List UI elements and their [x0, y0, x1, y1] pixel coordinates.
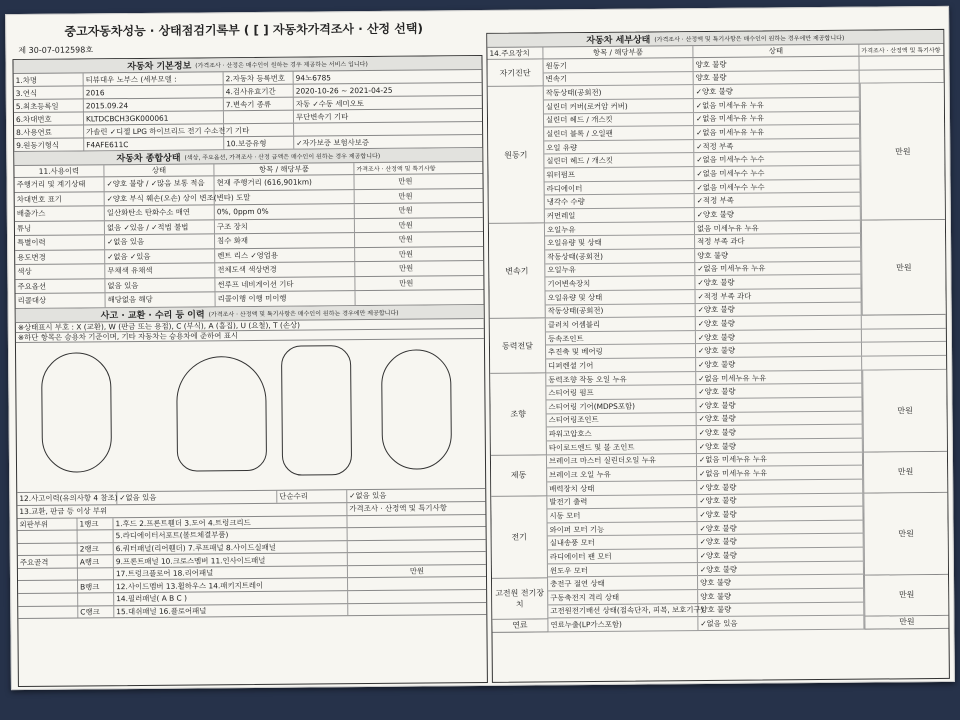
general-cell: 튜닝: [15, 221, 105, 235]
detail-item: 배력장치 상태: [547, 481, 697, 495]
detail-status[interactable]: ✓양호 불량: [697, 493, 863, 507]
detail-status[interactable]: ✓없음 미세누유 누유: [697, 452, 863, 466]
detail-item: 고전원전기배선 상태(접속단자, 피복, 보호기구): [548, 604, 698, 618]
basic-cell[interactable]: 2020-10-26 ~ 2021-04-25: [295, 85, 393, 96]
basic-cell[interactable]: 94노6785: [295, 72, 332, 83]
detail-item: 타이로드엔드 및 볼 조인트: [547, 440, 697, 454]
basic-cell: 10.보증유형: [224, 137, 294, 150]
rank-level: C랭크: [78, 606, 114, 618]
detail-price[interactable]: [860, 70, 944, 83]
detail-group-label: 고전원 전기장치: [492, 578, 548, 619]
basic-cell: 7.변속기 종류: [224, 98, 294, 111]
inspection-record-paper: [5, 6, 955, 690]
detail-item: 오일유량 및 상태: [545, 235, 695, 249]
detail-status[interactable]: ✓양호 불량: [696, 343, 862, 357]
rank-parts[interactable]: 6.쿼터패널(리어휀더) 7.루프패널 8.사이드실패널: [114, 541, 348, 555]
rank-parts[interactable]: 9.프론트패널 10.크로스멤버 11.인사이드패널: [114, 553, 348, 567]
rank-group: [18, 606, 78, 618]
general-cell[interactable]: ✓없음 있음: [105, 234, 215, 248]
rank-level: B랭크: [78, 581, 114, 593]
rank-level: [78, 568, 114, 580]
detail-item: 스티어링조인트: [547, 413, 697, 427]
general-cell[interactable]: 현재 주행거리 (616,901km): [214, 175, 354, 190]
detail-item: 워터펌프: [544, 167, 694, 181]
general-price-cell[interactable]: 만원: [399, 278, 414, 288]
car-top-outline: [176, 355, 267, 471]
detail-status[interactable]: 양호 불량: [694, 70, 860, 84]
detail-group-price[interactable]: 만원: [862, 370, 947, 453]
general-cell: 차대번호 표기: [15, 192, 105, 206]
general-price-cell[interactable]: 만원: [398, 205, 413, 215]
detail-price[interactable]: [862, 342, 946, 355]
detail-status[interactable]: ✓양호 불량: [698, 520, 864, 534]
detail-status[interactable]: ✓없음 미세누유 누유: [694, 125, 860, 139]
detail-item: 실린더 블록 / 오일팬: [544, 126, 694, 140]
detail-item: 오일누유: [545, 222, 695, 236]
detail-item: 시동 모터: [547, 508, 697, 522]
detail-group-price[interactable]: 만원: [864, 616, 948, 630]
general-price-cell[interactable]: 만원: [398, 220, 413, 230]
detail-group-label: 변속기: [489, 223, 546, 319]
detail-item: 기어변속장치: [545, 276, 695, 290]
basic-cell[interactable]: 2016: [84, 85, 224, 98]
basic-cell: 6.차대번호: [14, 112, 84, 125]
detail-status[interactable]: ✓없음 미세누수 누수: [695, 179, 861, 193]
detail-price[interactable]: [859, 56, 943, 69]
car-diagram: [16, 338, 485, 492]
detail-item: 클러치 어셈블리: [546, 317, 696, 331]
detail-status[interactable]: ✓양호 불량: [696, 316, 862, 330]
detail-group-price[interactable]: 만원: [863, 452, 947, 494]
detail-status[interactable]: 없음 미세누유 누유: [695, 220, 861, 234]
rank-level: [78, 530, 114, 542]
detail-item: 작동상태(공회전): [544, 85, 694, 99]
detail-status[interactable]: ✓양호 불량: [695, 207, 861, 221]
left-column: [12, 55, 487, 687]
rank-parts[interactable]: 1.후드 2.프론트휀더 3.도어 4.트렁크리드: [113, 516, 347, 530]
rank-group: 외판부위: [17, 518, 77, 530]
general-header-cell: 항목 / 해당부품: [214, 163, 354, 175]
basic-cell[interactable]: ✓자가보증 보험사보증: [296, 137, 370, 148]
detail-item: 오일유량 및 상태: [546, 290, 696, 304]
general-cell: 리콜대상: [16, 293, 106, 307]
detail-group-label: 원동기: [488, 87, 545, 224]
general-price-cell[interactable]: 만원: [398, 176, 413, 186]
detail-status[interactable]: ✓적정 부족: [695, 193, 861, 207]
general-cell[interactable]: 구조 장치: [215, 219, 355, 234]
rank-parts[interactable]: 14.필러패널( A B C ): [114, 591, 348, 605]
detail-item: 윈도우 모터: [548, 563, 698, 577]
detail-item: 스티어링 펌프: [546, 385, 696, 399]
detail-status[interactable]: ✓양호 불량: [697, 480, 863, 494]
rank-level: [78, 593, 114, 605]
detail-item: 충전구 절연 상태: [548, 576, 698, 590]
detail-group-label: 동력전달: [490, 319, 546, 374]
basic-cell[interactable]: KLTDCBCH3GK000061: [84, 111, 224, 124]
general-cell[interactable]: 썬루프 네비게이션 기타: [215, 277, 355, 292]
detail-status[interactable]: ✓양호 불량: [698, 548, 864, 562]
simple-repair-label: 단순수리: [277, 490, 347, 503]
detail-item: 브레이크 오일 누유: [547, 467, 697, 481]
accident-history-label: 12.사고이력(유의사항 4 참조): [17, 492, 117, 505]
general-price-cell[interactable]: [355, 291, 415, 305]
detail-item: 와이퍼 모터 기능: [548, 522, 698, 536]
general-cell: 용도변경: [15, 250, 105, 264]
general-cell[interactable]: ✓양호 부식 훼손(오손) 상이 변조(변타) 도말: [105, 191, 215, 205]
general-cell: 특별이력: [15, 235, 105, 249]
basic-cell: 2.자동차 등록번호: [224, 72, 294, 85]
detail-item: 원동기: [543, 58, 693, 72]
general-cell[interactable]: 리콜이행 이행 미이행: [216, 291, 356, 306]
rank-group: [18, 531, 78, 543]
basic-cell[interactable]: 자동 ✓수동 세미오토: [295, 98, 364, 109]
basic-cell: 3.연식: [14, 86, 84, 99]
rank-parts[interactable]: 5.라디에이터서포트(볼트체결부품): [114, 528, 348, 542]
general-header-cell: 11.사용이력: [14, 165, 104, 177]
detail-status[interactable]: ✓양호 불량: [696, 302, 862, 316]
detail-status[interactable]: ✓양호 불량: [697, 425, 863, 439]
car-frame-outline: [281, 345, 352, 476]
detail-item: 실린더 커버(로커암 커버): [544, 99, 694, 113]
detail-item: 구동축전지 격리 상태: [548, 590, 698, 604]
rank-level: 1랭크: [77, 518, 113, 530]
detail-item: 파워고압호스: [547, 426, 697, 440]
document-number: 제 30-07-012598호: [18, 45, 94, 56]
exchange-parts-label: 13.교환, 판금 등 이상 부위: [17, 503, 347, 518]
general-price-cell[interactable]: 만원: [398, 191, 413, 201]
detail-header-item: 항목 / 해당부품: [543, 46, 693, 58]
detail-item: 디퍼렌셜 기어: [546, 358, 696, 372]
detail-status[interactable]: ✓양호 불량: [696, 398, 862, 412]
general-cell[interactable]: 전체도색 색상변경: [215, 262, 355, 277]
detail-section-header: 자동차 세부상태 (가격조사 · 산정액 및 특기사항은 매수인이 원하는 경우에만 제공합니다): [487, 30, 943, 48]
detail-status[interactable]: ✓없음 미세누유 누유: [694, 111, 860, 125]
legend-symbols: ※상태표시 부호 : X (교환), W (판금 또는 용접), C (부식), A (흠집), U (요철), T (손상): [17, 320, 301, 332]
basic-cell[interactable]: 가솔린 ✓디젤 LPG 하이브리드 전기 수소전기 기타: [84, 124, 224, 137]
detail-item: 변속기: [544, 72, 694, 86]
detail-group-price[interactable]: 만원: [864, 575, 948, 617]
basic-cell: 5.최초등록일: [14, 99, 84, 112]
general-cell[interactable]: 무채색 유채색: [105, 263, 215, 277]
detail-item: 작동상태(공회전): [545, 249, 695, 263]
rank-price[interactable]: [348, 590, 486, 603]
detail-status[interactable]: 양호 불량: [698, 602, 864, 616]
detail-item: 발전기 출력: [547, 495, 697, 509]
detail-status[interactable]: 적정 부족 과다: [695, 234, 861, 248]
general-cell[interactable]: 0%, 0ppm 0%: [215, 204, 355, 219]
right-column: [486, 29, 950, 683]
detail-group-label: 전기: [491, 496, 548, 578]
rank-level: A랭크: [78, 555, 114, 567]
general-cell: 색상: [15, 264, 105, 278]
detail-group-price[interactable]: 만원: [863, 493, 948, 576]
detail-group-price[interactable]: 만원: [861, 220, 946, 316]
basic-cell: [224, 124, 294, 137]
general-cell[interactable]: 침수 화재: [215, 233, 355, 248]
rank-price[interactable]: [348, 540, 486, 553]
detail-group-label: 제동: [491, 455, 547, 496]
detail-group-price[interactable]: 만원: [860, 83, 945, 220]
detail-item: 냉각수 수량: [545, 195, 695, 209]
detail-group-label: 자기진단: [487, 59, 543, 87]
basic-cell[interactable]: 2015.09.24: [84, 98, 224, 111]
car-right-side-outline: [381, 349, 452, 470]
detail-status[interactable]: ✓없음 미세누수 누수: [694, 152, 860, 166]
detail-status[interactable]: ✓양호 불량: [697, 411, 863, 425]
detail-status[interactable]: ✓없음 미세누수 누수: [694, 166, 860, 180]
basic-cell: 1.차명: [14, 73, 84, 86]
detail-item: 작동상태(공회전): [546, 304, 696, 318]
rank-parts[interactable]: 15.대쉬패널 16.플로어패널: [114, 604, 348, 618]
rank-price[interactable]: [348, 577, 486, 590]
detail-status[interactable]: ✓양호 불량: [698, 534, 864, 548]
detail-status[interactable]: ✓양호 불량: [698, 561, 864, 575]
detail-status[interactable]: ✓없음 미세누유 누유: [696, 370, 862, 384]
detail-header-price: 가격조사 · 산정액 및 특기사항: [861, 46, 941, 55]
basic-cell: [224, 111, 294, 124]
detail-status[interactable]: ✓양호 불량: [696, 357, 862, 371]
rank-group: [18, 594, 78, 606]
rank-row: [18, 603, 486, 620]
document-title: 중고자동차성능 · 상태점검기록부 ( [ ] 자동차가격조사 · 산정 선택): [64, 21, 424, 39]
detail-item: 실린더 헤드 / 개스킷: [544, 113, 694, 127]
detail-status[interactable]: ✓없음 미세누유 누유: [694, 98, 860, 112]
detail-group-label: 연료: [492, 619, 548, 633]
exchange-price-header: 가격조사 · 산정액 및 특기사항: [349, 503, 447, 514]
detail-status[interactable]: ✓적정 부족 과다: [696, 289, 862, 303]
simple-repair-value[interactable]: ✓없음 있음: [349, 490, 387, 501]
detail-header-status: 상태: [693, 45, 859, 57]
rank-group: [18, 581, 78, 593]
rank-group: 주요골격: [18, 556, 78, 568]
general-cell: 주요옵션: [15, 279, 105, 293]
rank-price[interactable]: [348, 552, 486, 565]
basic-cell[interactable]: F4AFE611C: [84, 137, 224, 150]
detail-status[interactable]: ✓양호 불량: [695, 275, 861, 289]
general-cell: 주행거리 및 계기상태: [14, 177, 104, 191]
rank-parts[interactable]: 17.트렁크플로어 18.리어패널: [114, 566, 348, 580]
detail-status[interactable]: 양호 불량: [698, 589, 864, 603]
accident-section-header: 사고 · 교환 · 수리 등 이력 (가격조사 · 산정액 및 특기사항은 매수인이 원하는 경우에만 제공합니다): [16, 304, 484, 322]
general-header-cell: 가격조사 · 산정액 및 특기사항: [356, 165, 436, 174]
basic-cell[interactable]: 무단변속기 기타: [295, 111, 349, 122]
car-left-side-outline: [41, 352, 112, 473]
rank-price[interactable]: [348, 603, 486, 616]
detail-status[interactable]: ✓양호 불량: [697, 439, 863, 453]
rank-group: [18, 543, 78, 555]
detail-item: 커먼레일: [545, 208, 695, 222]
general-price-cell[interactable]: 만원: [398, 263, 414, 273]
detail-item: 라디에이터 팬 모터: [548, 549, 698, 563]
detail-status[interactable]: ✓양호 불량: [697, 507, 863, 521]
rank-price[interactable]: [348, 527, 486, 540]
rank-price[interactable]: 만원: [409, 566, 425, 576]
general-section-header: 자동차 종합상태 (색상, 주요옵션, 가격조사 · 산정 금액은 매수인이 원하는 경우 제공합니다): [14, 148, 482, 166]
general-cell[interactable]: 일산화탄소 탄화수소 매연: [105, 205, 215, 219]
detail-item: 연료누출(LP가스포함): [548, 617, 698, 631]
general-cell[interactable]: ✓없음 ✓있음: [105, 249, 215, 263]
detail-price[interactable]: [862, 356, 946, 369]
basic-cell: 8.사용연료: [14, 125, 84, 138]
detail-price[interactable]: [862, 315, 946, 328]
general-header-cell: 상태: [104, 164, 214, 176]
detail-status[interactable]: ✓양호 불량: [696, 384, 862, 398]
detail-status[interactable]: ✓없음 있음: [698, 616, 864, 630]
detail-item: 라디에이터: [545, 181, 695, 195]
general-cell[interactable]: 렌트 리스 ✓영업용: [215, 248, 355, 263]
detail-status[interactable]: ✓양호 불량: [694, 84, 860, 98]
detail-header-device: 14.주요장치: [487, 47, 543, 58]
detail-item: 브레이크 마스터 실린더오일 누유: [547, 454, 697, 468]
detail-status[interactable]: ✓적정 부족: [694, 139, 860, 153]
legend-note: ※하단 항목은 승용차 기준이며, 기타 자동차는 승용차에 준하여 표시: [17, 330, 239, 342]
detail-item: 실내송풍 모터: [548, 536, 698, 550]
basic-cell: 9.원동기형식: [14, 138, 84, 151]
detail-item: 추진축 및 베어링: [546, 345, 696, 359]
basic-section-header: 자동차 기본정보 (가격조사 · 산정은 매수인이 원하는 경우 제공하는 서비스 입니다): [13, 56, 481, 74]
detail-status[interactable]: ✓없음 미세누유 누유: [697, 466, 863, 480]
detail-group-label: 조향: [490, 373, 547, 455]
detail-price[interactable]: [862, 329, 946, 342]
basic-cell: 4.검사유효기간: [224, 85, 294, 98]
detail-item: 등속조인트: [546, 331, 696, 345]
detail-status[interactable]: ✓없음 미세누유 누유: [695, 261, 861, 275]
detail-item: 실린더 헤드 / 개스킷: [544, 154, 694, 168]
accident-history-value[interactable]: ✓없음 있음: [117, 490, 277, 503]
detail-status[interactable]: 양호 불량: [698, 575, 864, 589]
general-cell[interactable]: [215, 190, 355, 205]
detail-item: 스티어링 기어(MDPS포함): [546, 399, 696, 413]
basic-cell[interactable]: [294, 124, 298, 136]
general-cell[interactable]: ✓양호 불량 / ✓많음 보통 적음: [104, 176, 214, 190]
detail-status[interactable]: 양호 불량: [693, 57, 859, 71]
rank-level: 2랭크: [78, 543, 114, 555]
rank-group: [18, 568, 78, 580]
detail-status[interactable]: 양호 불량: [695, 248, 861, 262]
general-price-cell[interactable]: 만원: [398, 249, 414, 259]
general-price-cell[interactable]: 만원: [398, 234, 414, 244]
detail-status[interactable]: ✓양호 불량: [696, 329, 862, 343]
rank-price[interactable]: [347, 514, 485, 527]
detail-item: 오일 유량: [544, 140, 694, 154]
detail-item: 동력조향 작동 오일 누유: [546, 372, 696, 386]
basic-cell[interactable]: 티뷰대우 노부스 (세부모델 :: [84, 72, 224, 85]
general-cell[interactable]: 없음 있음: [105, 278, 215, 292]
detail-item: 오일누유: [545, 263, 695, 277]
general-cell[interactable]: 없음 ✓있음 / ✓적법 불법: [105, 220, 215, 234]
general-cell[interactable]: 해당없음 해당: [106, 292, 216, 306]
rank-parts[interactable]: 12.사이드멤버 13.휠하우스 14.패키지트레이: [114, 579, 348, 593]
general-cell: 배출가스: [15, 206, 105, 220]
